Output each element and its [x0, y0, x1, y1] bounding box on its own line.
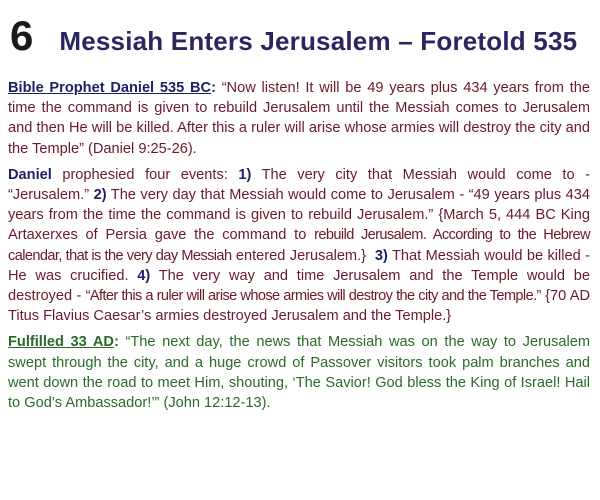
event-1-text: The very city that Messiah would come to - “Jerusalem.” — [8, 166, 590, 204]
event-4-end: {70 AD Titus Flavius Caesar’s armies destroyed Jerusalem and the Temple.} — [8, 288, 590, 325]
fulfilled-colon: : — [113, 334, 119, 351]
fulfilled-paragraph — [8, 332, 590, 413]
fulfilled-text: “The next day, the news that Messiah was on the way to Jerusalem swept through the city, and a huge crowd of Passover visitors took palm branches and went down the road to meet Him, shouting, ‘The Savior! God bless the King of Israel! Hail to God’s Ambassador!’” (John 12:12-13). — [8, 334, 590, 412]
events-intro: prophesied four events: — [51, 166, 239, 183]
events-paragraph — [8, 165, 590, 327]
event-4-quote: “After this a ruler will arise whose armies will destroy the city and the Temple.” — [85, 288, 541, 305]
slide-title: Messiah Enters Jerusalem – Foretold 535 — [59, 26, 578, 56]
event-4-number: 4) — [137, 267, 151, 284]
prophecy-colon: : — [211, 80, 216, 96]
title-row — [8, 10, 590, 62]
event-4-text: The very way and time Jerusalem and the Temple would be destroyed - — [8, 267, 590, 305]
event-2-number: 2) — [93, 187, 107, 204]
prophecy-paragraph — [8, 78, 590, 159]
event-3-number: 3) — [374, 247, 388, 264]
slide-number: 6 — [10, 12, 34, 59]
prophecy-text: “Now listen! It will be 49 years plus 434 years from the time the command is given to rebuild Jerusalem until the Messiah comes to Jerusalem and then He will be killed. After this a ruler will arise whose armies will destroy the city and the Temple” (Daniel 9:25-26). — [8, 80, 590, 157]
fulfilled-heading: Fulfilled 33 AD — [8, 334, 114, 351]
events-lead: Daniel — [8, 166, 52, 183]
event-2-hebrew-calendar: rebuild Jerusalem. According to the Hebrew calendar, that is the very day Messiah — [8, 227, 590, 264]
event-3-text: That Messiah would be killed - He was crucified. — [8, 247, 591, 284]
prophecy-heading: Bible Prophet Daniel 535 BC — [8, 80, 212, 96]
event-2-text: The very day that Messiah would come to Jerusalem - “49 years plus 434 years from the time the command is given to rebuild Jerusalem.” {March 5, 444 BC King Artaxerxes of Persia gave the command to — [8, 187, 590, 244]
event-1-number: 1) — [238, 166, 252, 183]
event-2-end: entered Jerusalem.} — [231, 247, 367, 264]
